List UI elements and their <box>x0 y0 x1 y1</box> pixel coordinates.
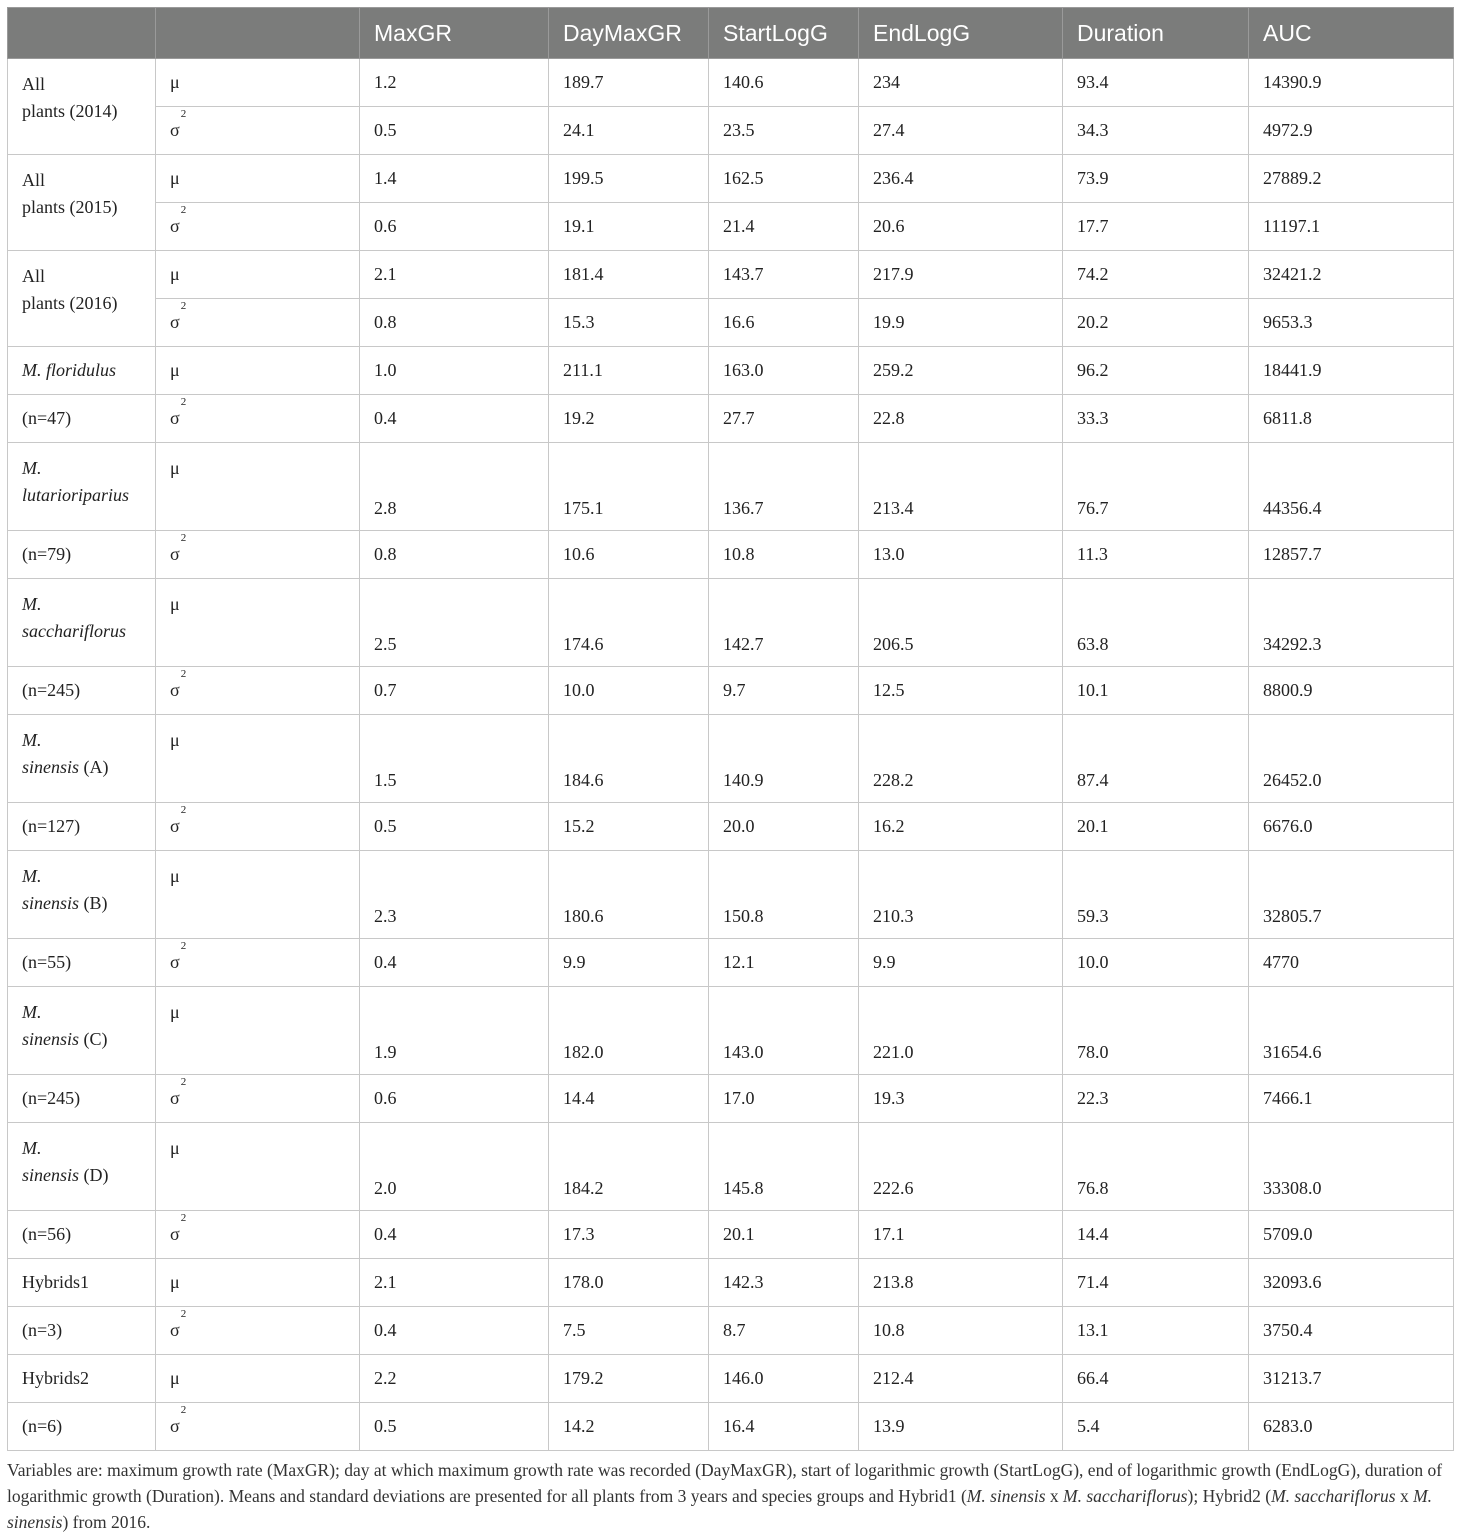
variance-value: 0.4 <box>360 1211 549 1259</box>
mean-value: 2.3 <box>360 851 549 939</box>
column-header <box>8 8 156 59</box>
sigma-superscript: 2 <box>180 396 187 408</box>
mean-value: 145.8 <box>709 1123 859 1211</box>
variance-value: 4770 <box>1249 939 1454 987</box>
mean-symbol: μ <box>156 155 360 203</box>
species-group-suffix: (C) <box>79 1029 108 1049</box>
mean-value: 221.0 <box>859 987 1063 1075</box>
group-label <box>8 987 156 1075</box>
variance-value: 9653.3 <box>1249 299 1454 347</box>
variance-value: 17.7 <box>1063 203 1249 251</box>
table-row-mean <box>8 443 1454 531</box>
table-row-mean <box>8 155 1454 203</box>
mean-value: 1.0 <box>360 347 549 395</box>
group-label-line: All <box>22 74 46 94</box>
mean-symbol: μ <box>156 347 360 395</box>
sigma-glyph: σ <box>170 216 180 236</box>
variance-value: 0.6 <box>360 1075 549 1123</box>
variance-value: 33.3 <box>1063 395 1249 443</box>
table-row-mean <box>8 347 1454 395</box>
mean-value: 66.4 <box>1063 1355 1249 1403</box>
sample-size: (n=3) <box>8 1307 156 1355</box>
species-group-suffix: (A) <box>79 757 109 777</box>
variance-value: 16.2 <box>859 803 1063 851</box>
footnote-species: M. sacchariflorus <box>1063 1486 1188 1506</box>
table-row-sd <box>8 1307 1454 1355</box>
variance-value: 7.5 <box>549 1307 709 1355</box>
variance-value: 0.8 <box>360 531 549 579</box>
group-label-line: plants (2014) <box>22 101 118 121</box>
species-epithet: lutarioriparius <box>22 485 130 505</box>
mean-value: 1.4 <box>360 155 549 203</box>
sigma-glyph: σ <box>170 1224 180 1244</box>
variance-value: 22.8 <box>859 395 1063 443</box>
growth-parameters-table <box>7 7 1454 1451</box>
mean-value: 180.6 <box>549 851 709 939</box>
species-genus: M. <box>22 594 42 614</box>
table-row-sd <box>8 299 1454 347</box>
variance-value: 0.5 <box>360 107 549 155</box>
variance-value: 21.4 <box>709 203 859 251</box>
mean-value: 63.8 <box>1063 579 1249 667</box>
table-row-mean <box>8 579 1454 667</box>
variance-value: 14.2 <box>549 1403 709 1451</box>
variance-value: 17.0 <box>709 1075 859 1123</box>
mean-value: 217.9 <box>859 251 1063 299</box>
variance-value: 5709.0 <box>1249 1211 1454 1259</box>
mean-value: 32093.6 <box>1249 1259 1454 1307</box>
mean-value: 44356.4 <box>1249 443 1454 531</box>
group-label <box>8 579 156 667</box>
footnote-text: ) from 2016. <box>62 1512 151 1532</box>
table-row-mean <box>8 59 1454 107</box>
variance-value: 10.8 <box>709 531 859 579</box>
mean-value: 87.4 <box>1063 715 1249 803</box>
variance-value: 9.7 <box>709 667 859 715</box>
species-genus: M. <box>22 730 42 750</box>
sigma-superscript: 2 <box>180 1308 187 1320</box>
group-label <box>8 347 156 395</box>
sigma-glyph: σ <box>170 408 180 428</box>
variance-value: 13.0 <box>859 531 1063 579</box>
mean-value: 2.0 <box>360 1123 549 1211</box>
mean-symbol: μ <box>156 1123 360 1211</box>
group-label-text: Hybrids2 <box>22 1368 89 1388</box>
table-row-sd <box>8 939 1454 987</box>
sample-size: (n=55) <box>8 939 156 987</box>
variance-symbol <box>156 299 360 347</box>
sigma-superscript: 2 <box>180 940 187 952</box>
mean-value: 189.7 <box>549 59 709 107</box>
species-epithet: sacchariflorus <box>22 621 127 641</box>
variance-value: 24.1 <box>549 107 709 155</box>
table-row-mean <box>8 1355 1454 1403</box>
variance-value: 20.1 <box>709 1211 859 1259</box>
mean-value: 93.4 <box>1063 59 1249 107</box>
variance-symbol <box>156 667 360 715</box>
variance-value: 23.5 <box>709 107 859 155</box>
variance-value: 12.1 <box>709 939 859 987</box>
mean-value: 31654.6 <box>1249 987 1454 1075</box>
sigma-glyph: σ <box>170 816 180 836</box>
mean-value: 211.1 <box>549 347 709 395</box>
mean-value: 74.2 <box>1063 251 1249 299</box>
variance-value: 14.4 <box>1063 1211 1249 1259</box>
mean-value: 76.7 <box>1063 443 1249 531</box>
mean-value: 143.0 <box>709 987 859 1075</box>
column-header-duration: Duration <box>1063 8 1249 59</box>
mean-value: 212.4 <box>859 1355 1063 1403</box>
mean-value: 184.2 <box>549 1123 709 1211</box>
group-label-text: Hybrids1 <box>22 1272 89 1292</box>
mean-value: 59.3 <box>1063 851 1249 939</box>
mean-value: 34292.3 <box>1249 579 1454 667</box>
mean-value: 71.4 <box>1063 1259 1249 1307</box>
variance-value: 19.3 <box>859 1075 1063 1123</box>
variance-value: 0.6 <box>360 203 549 251</box>
footnote-text: Variables are: maximum growth rate (MaxGR); day at which maximum growth rate was recorded (DayMaxGR), start of logarithmic growth (StartLogG), end of logarithmic growth (EndLogG), duration of logarithmic growth (Duration). Means and standard deviations are presented for all plants from 3 years and species groups and Hybrid1 ( <box>7 1460 1443 1506</box>
table-footnote <box>7 1457 1453 1535</box>
mean-symbol: μ <box>156 851 360 939</box>
variance-value: 17.1 <box>859 1211 1063 1259</box>
species-epithet: sinensis <box>22 1165 80 1185</box>
species-epithet: sinensis <box>22 757 80 777</box>
sigma-superscript: 2 <box>180 1404 187 1416</box>
mean-symbol: μ <box>156 579 360 667</box>
variance-value: 10.1 <box>1063 667 1249 715</box>
mean-value: 236.4 <box>859 155 1063 203</box>
table-row-mean <box>8 1123 1454 1211</box>
mean-value: 181.4 <box>549 251 709 299</box>
group-label <box>8 1123 156 1211</box>
mean-value: 142.7 <box>709 579 859 667</box>
sigma-glyph: σ <box>170 1320 180 1340</box>
variance-value: 9.9 <box>549 939 709 987</box>
mean-value: 18441.9 <box>1249 347 1454 395</box>
table-row-sd <box>8 1211 1454 1259</box>
table-row-sd <box>8 395 1454 443</box>
mean-value: 33308.0 <box>1249 1123 1454 1211</box>
variance-value: 8.7 <box>709 1307 859 1355</box>
mean-value: 206.5 <box>859 579 1063 667</box>
variance-value: 20.2 <box>1063 299 1249 347</box>
variance-value: 19.9 <box>859 299 1063 347</box>
footnote-species: M. sinensis <box>966 1486 1046 1506</box>
species-group-suffix: (D) <box>79 1165 109 1185</box>
mean-value: 213.4 <box>859 443 1063 531</box>
column-header-startlogg: StartLogG <box>709 8 859 59</box>
variance-value: 12.5 <box>859 667 1063 715</box>
variance-value: 17.3 <box>549 1211 709 1259</box>
species-genus: M. <box>22 1002 42 1022</box>
mean-value: 78.0 <box>1063 987 1249 1075</box>
sigma-glyph: σ <box>170 680 180 700</box>
table-row-sd <box>8 107 1454 155</box>
variance-value: 12857.7 <box>1249 531 1454 579</box>
variance-value: 19.1 <box>549 203 709 251</box>
variance-value: 6811.8 <box>1249 395 1454 443</box>
variance-value: 6676.0 <box>1249 803 1454 851</box>
variance-symbol <box>156 1211 360 1259</box>
footnote-text: x <box>1045 1486 1064 1506</box>
table-row-sd <box>8 1403 1454 1451</box>
sigma-superscript: 2 <box>180 668 187 680</box>
column-header <box>156 8 360 59</box>
species-genus: M. <box>22 458 42 478</box>
mean-value: 1.2 <box>360 59 549 107</box>
sample-size: (n=6) <box>8 1403 156 1451</box>
group-label-line: All <box>22 170 46 190</box>
variance-value: 10.0 <box>1063 939 1249 987</box>
mean-value: 31213.7 <box>1249 1355 1454 1403</box>
species-epithet: sinensis <box>22 1029 80 1049</box>
sigma-glyph: σ <box>170 1088 180 1108</box>
variance-value: 6283.0 <box>1249 1403 1454 1451</box>
group-label <box>8 1259 156 1307</box>
table-row-mean <box>8 987 1454 1075</box>
mean-value: 1.5 <box>360 715 549 803</box>
variance-symbol <box>156 939 360 987</box>
table-row-sd <box>8 1075 1454 1123</box>
mean-value: 2.1 <box>360 1259 549 1307</box>
variance-value: 20.6 <box>859 203 1063 251</box>
sigma-glyph: σ <box>170 312 180 332</box>
variance-value: 14.4 <box>549 1075 709 1123</box>
sample-size: (n=79) <box>8 531 156 579</box>
group-label <box>8 251 156 347</box>
footnote-species: M. sinensis <box>7 1486 1433 1532</box>
mean-value: 174.6 <box>549 579 709 667</box>
mean-value: 178.0 <box>549 1259 709 1307</box>
variance-value: 0.4 <box>360 939 549 987</box>
variance-value: 11.3 <box>1063 531 1249 579</box>
sigma-superscript: 2 <box>180 804 187 816</box>
footnote-text: ); Hybrid2 ( <box>1187 1486 1272 1506</box>
group-label-line: All <box>22 266 46 286</box>
mean-value: 199.5 <box>549 155 709 203</box>
mean-value: 142.3 <box>709 1259 859 1307</box>
sigma-superscript: 2 <box>180 532 187 544</box>
mean-value: 210.3 <box>859 851 1063 939</box>
table-row-mean <box>8 715 1454 803</box>
sigma-superscript: 2 <box>180 1076 187 1088</box>
variance-value: 13.1 <box>1063 1307 1249 1355</box>
mean-value: 2.2 <box>360 1355 549 1403</box>
mean-value: 1.9 <box>360 987 549 1075</box>
table-row-mean <box>8 1259 1454 1307</box>
group-label-text: M. floridulus <box>22 360 117 380</box>
variance-symbol <box>156 395 360 443</box>
mean-value: 228.2 <box>859 715 1063 803</box>
mean-value: 14390.9 <box>1249 59 1454 107</box>
group-label <box>8 1355 156 1403</box>
mean-value: 162.5 <box>709 155 859 203</box>
variance-symbol <box>156 107 360 155</box>
group-label <box>8 443 156 531</box>
mean-value: 182.0 <box>549 987 709 1075</box>
variance-value: 4972.9 <box>1249 107 1454 155</box>
table-row-sd <box>8 531 1454 579</box>
variance-value: 10.6 <box>549 531 709 579</box>
variance-symbol <box>156 803 360 851</box>
sigma-superscript: 2 <box>180 1212 187 1224</box>
group-label-line: plants (2016) <box>22 293 118 313</box>
mean-value: 76.8 <box>1063 1123 1249 1211</box>
mean-value: 96.2 <box>1063 347 1249 395</box>
mean-value: 26452.0 <box>1249 715 1454 803</box>
variance-value: 5.4 <box>1063 1403 1249 1451</box>
sigma-glyph: σ <box>170 120 180 140</box>
variance-value: 0.7 <box>360 667 549 715</box>
mean-value: 2.8 <box>360 443 549 531</box>
variance-value: 0.4 <box>360 395 549 443</box>
group-label <box>8 851 156 939</box>
variance-value: 34.3 <box>1063 107 1249 155</box>
mean-value: 184.6 <box>549 715 709 803</box>
footnote-species: M. sacchariflorus <box>1271 1486 1396 1506</box>
mean-value: 32805.7 <box>1249 851 1454 939</box>
variance-value: 20.1 <box>1063 803 1249 851</box>
column-header-maxgr: MaxGR <box>360 8 549 59</box>
species-genus: M. <box>22 1138 42 1158</box>
column-header-daymaxgr: DayMaxGR <box>549 8 709 59</box>
mean-value: 175.1 <box>549 443 709 531</box>
mean-value: 2.1 <box>360 251 549 299</box>
mean-symbol: μ <box>156 987 360 1075</box>
mean-symbol: μ <box>156 1355 360 1403</box>
mean-value: 143.7 <box>709 251 859 299</box>
variance-symbol <box>156 1403 360 1451</box>
mean-value: 136.7 <box>709 443 859 531</box>
group-label <box>8 155 156 251</box>
column-header-auc: AUC <box>1249 8 1454 59</box>
species-group-suffix: (B) <box>79 893 108 913</box>
mean-value: 213.8 <box>859 1259 1063 1307</box>
variance-symbol <box>156 1075 360 1123</box>
variance-value: 8800.9 <box>1249 667 1454 715</box>
variance-value: 27.4 <box>859 107 1063 155</box>
group-label-line: plants (2015) <box>22 197 118 217</box>
mean-value: 140.9 <box>709 715 859 803</box>
mean-value: 259.2 <box>859 347 1063 395</box>
sample-size: (n=47) <box>8 395 156 443</box>
variance-value: 11197.1 <box>1249 203 1454 251</box>
mean-value: 150.8 <box>709 851 859 939</box>
variance-value: 27.7 <box>709 395 859 443</box>
group-label <box>8 59 156 155</box>
header-row <box>8 8 1454 59</box>
variance-value: 10.0 <box>549 667 709 715</box>
sigma-glyph: σ <box>170 1416 180 1436</box>
table-container <box>7 7 1453 1535</box>
variance-value: 15.2 <box>549 803 709 851</box>
mean-value: 234 <box>859 59 1063 107</box>
variance-value: 20.0 <box>709 803 859 851</box>
variance-value: 0.8 <box>360 299 549 347</box>
variance-value: 19.2 <box>549 395 709 443</box>
variance-value: 22.3 <box>1063 1075 1249 1123</box>
mean-value: 163.0 <box>709 347 859 395</box>
column-header-endlogg: EndLogG <box>859 8 1063 59</box>
variance-value: 16.6 <box>709 299 859 347</box>
sigma-superscript: 2 <box>180 108 187 120</box>
variance-value: 7466.1 <box>1249 1075 1454 1123</box>
sample-size: (n=56) <box>8 1211 156 1259</box>
species-epithet: sinensis <box>22 893 80 913</box>
mean-value: 146.0 <box>709 1355 859 1403</box>
variance-value: 13.9 <box>859 1403 1063 1451</box>
variance-symbol <box>156 531 360 579</box>
mean-value: 27889.2 <box>1249 155 1454 203</box>
table-body <box>8 59 1454 1451</box>
mean-value: 179.2 <box>549 1355 709 1403</box>
sigma-superscript: 2 <box>180 300 187 312</box>
variance-value: 0.5 <box>360 1403 549 1451</box>
species-genus: M. <box>22 866 42 886</box>
variance-symbol <box>156 203 360 251</box>
variance-value: 0.4 <box>360 1307 549 1355</box>
table-row-sd <box>8 667 1454 715</box>
variance-value: 10.8 <box>859 1307 1063 1355</box>
sample-size: (n=245) <box>8 667 156 715</box>
sample-size: (n=127) <box>8 803 156 851</box>
variance-value: 3750.4 <box>1249 1307 1454 1355</box>
sigma-superscript: 2 <box>180 204 187 216</box>
table-row-sd <box>8 203 1454 251</box>
variance-symbol <box>156 1307 360 1355</box>
mean-value: 32421.2 <box>1249 251 1454 299</box>
sigma-glyph: σ <box>170 544 180 564</box>
mean-value: 222.6 <box>859 1123 1063 1211</box>
mean-value: 2.5 <box>360 579 549 667</box>
variance-value: 15.3 <box>549 299 709 347</box>
footnote-text: x <box>1395 1486 1414 1506</box>
mean-symbol: μ <box>156 715 360 803</box>
mean-value: 140.6 <box>709 59 859 107</box>
sample-size: (n=245) <box>8 1075 156 1123</box>
table-row-mean <box>8 851 1454 939</box>
mean-value: 73.9 <box>1063 155 1249 203</box>
variance-value: 0.5 <box>360 803 549 851</box>
mean-symbol: μ <box>156 59 360 107</box>
sigma-glyph: σ <box>170 952 180 972</box>
table-row-mean <box>8 251 1454 299</box>
mean-symbol: μ <box>156 443 360 531</box>
mean-symbol: μ <box>156 251 360 299</box>
variance-value: 9.9 <box>859 939 1063 987</box>
mean-symbol: μ <box>156 1259 360 1307</box>
variance-value: 16.4 <box>709 1403 859 1451</box>
table-row-sd <box>8 803 1454 851</box>
group-label <box>8 715 156 803</box>
